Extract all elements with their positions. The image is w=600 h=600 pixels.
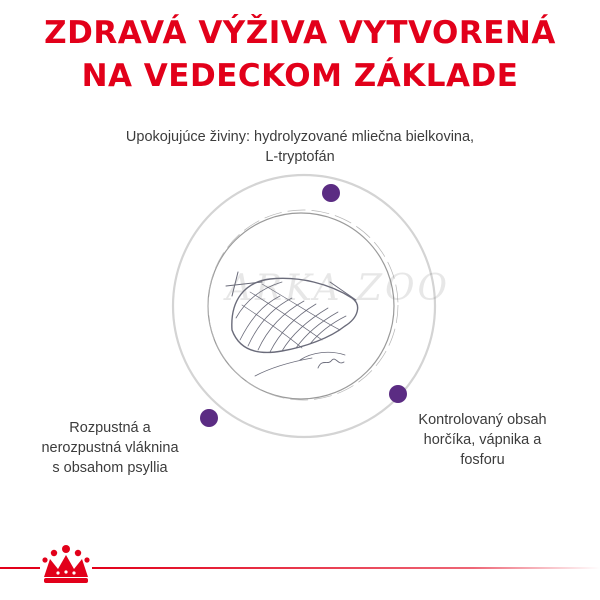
watermark-text: ARKA ZOO	[226, 268, 451, 309]
benefit-left-line-3: s obsahom psyllia	[52, 460, 168, 476]
benefit-right-line-1: Kontrolovaný obsah	[418, 412, 547, 428]
benefit-left-line-1: Rozpustná a	[69, 420, 151, 436]
royal-canin-crown-icon	[40, 543, 92, 587]
benefit-right-line-3: fosforu	[460, 452, 505, 468]
benefit-right-line-2: horčíka, vápnika a	[423, 432, 542, 448]
benefit-left-line-2: nerozpustná vláknina	[41, 440, 179, 456]
headline-line-2: NA VEDECKOM ZÁKLADE	[81, 58, 519, 94]
benefit-top-line-2: L-tryptofán	[265, 149, 335, 165]
headline-line-1: ZDRAVÁ VÝŽIVA VYTVORENÁ	[44, 15, 556, 51]
benefit-top-line-1: Upokojujúce živiny: hydrolyzované mliečna bielkovina,	[125, 129, 475, 145]
